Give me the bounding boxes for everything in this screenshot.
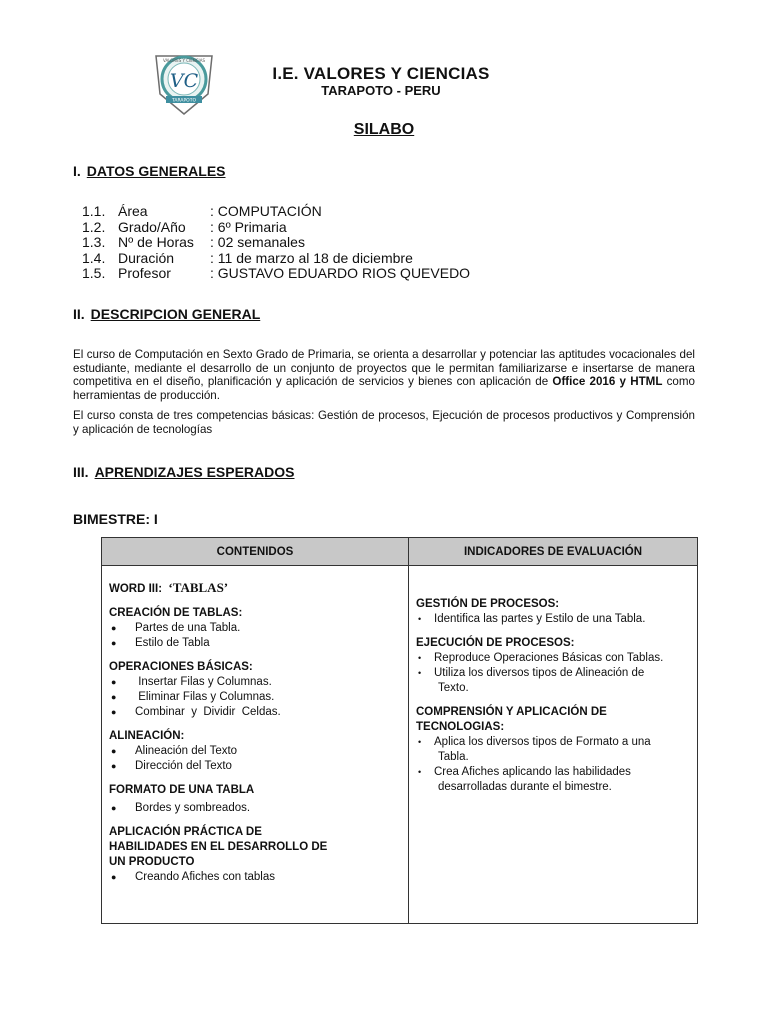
general-data-list (82, 204, 470, 282)
content-heading: CREACIÓN DE TABLAS: (109, 607, 243, 619)
description-paragraph-2: El curso consta de tres competencias básicas: Gestión de procesos, Ejecución de procesos productivos y Comprensión y aplicación de tecnologías (73, 409, 695, 436)
section-heading-aprendizajes: III. APRENDIZAJES ESPERADOS (73, 464, 295, 480)
list-item: • Crea Afiches aplicando las habilidades (418, 766, 631, 778)
general-data-row: 1.5. Profesor : GUSTAVO EDUARDO RIOS QUEVEDO (82, 265, 471, 282)
list-item-continuation: Texto. (438, 682, 469, 694)
list-item: ● Partes de una Tabla. (111, 622, 241, 634)
section-heading-datos: I. DATOS GENERALES (73, 163, 226, 179)
list-item: ● Dirección del Texto (111, 760, 232, 772)
list-item: • Reproduce Operaciones Básicas con Tablas. (418, 652, 664, 664)
general-data-row: 1.2. Grado/Año : 6º Primaria (82, 218, 287, 235)
general-data-row: 1.4. Duración : 11 de marzo al 18 de diciembre (82, 249, 413, 266)
list-item-continuation: Tabla. (438, 751, 469, 763)
list-item: ● Insertar Filas y Columnas. (111, 676, 272, 688)
content-heading: OPERACIONES BÁSICAS: (109, 661, 253, 673)
list-item: • Utiliza los diversos tipos de Alineación de (418, 667, 645, 679)
list-item: ● Eliminar Filas y Columnas. (111, 691, 275, 703)
learning-table (101, 537, 698, 924)
section-heading-descripcion: II. DESCRIPCION GENERAL (73, 306, 261, 322)
school-logo (152, 48, 216, 118)
list-item: ● Bordes y sombreados. (111, 802, 251, 814)
list-item: • Identifica las partes y Estilo de una Tabla. (418, 613, 646, 625)
content-heading: HABILIDADES EN EL DESARROLLO DE (109, 841, 328, 853)
school-name: I.E. VALORES Y CIENCIAS (272, 64, 490, 83)
list-item: ● Creando Afiches con tablas (111, 871, 276, 883)
indicator-heading: EJECUCIÓN DE PROCESOS: (416, 637, 575, 649)
list-item: ● Combinar y Dividir Celdas. (111, 706, 281, 718)
content-heading: UN PRODUCTO (109, 856, 195, 868)
indicator-heading: TECNOLOGIAS: (416, 721, 505, 733)
column-divider (408, 538, 409, 923)
indicator-heading: COMPRENSIÓN Y APLICACIÓN DE (416, 706, 607, 718)
table-header-contenidos: CONTENIDOS (102, 538, 408, 566)
list-item: ● Alineación del Texto (111, 745, 238, 757)
content-heading: ALINEACIÓN: (109, 730, 185, 742)
word-unit-title: WORD III: ‘TABLAS’ (109, 580, 229, 595)
school-city: TARAPOTO - PERU (321, 83, 441, 98)
content-heading: APLICACIÓN PRÁCTICA DE (109, 826, 262, 838)
bimestre-label: BIMESTRE: I (73, 511, 158, 527)
list-item: • Aplica los diversos tipos de Formato a una (418, 736, 651, 748)
indicator-heading: GESTIÓN DE PROCESOS: (416, 598, 560, 610)
table-header-indicadores: INDICADORES DE EVALUACIÓN (408, 538, 697, 566)
general-data-row: 1.1. Área : COMPUTACIÓN (82, 203, 322, 219)
logo-ring-top: VALORES Y CIENCIAS (162, 58, 206, 63)
list-item-continuation: desarrolladas durante el bimestre. (438, 781, 612, 793)
content-heading: FORMATO DE UNA TABLA (109, 784, 255, 796)
page-title: SILABO (353, 121, 415, 138)
logo-banner: TARAPOTO (171, 98, 197, 104)
description-paragraph-1: El curso de Computación en Sexto Grado de Primaria, se orienta a desarrollar y potenciar las aptitudes vocacionales del estudiante, mediante el desarrollo de un conjunto de proyectos que le permitan familiarizarse e insertarse de manera competitiva en el diseño, planificación y aplicación de servicios y bienes con aplicación de Office 2016 y HTML como herramientas de producción. (73, 348, 695, 402)
indicators-column (416, 597, 692, 795)
logo-monogram: VC (169, 70, 199, 92)
list-item: ● Estilo de Tabla (111, 637, 210, 649)
contents-column (109, 580, 399, 885)
general-data-row: 1.3. Nº de Horas : 02 semanales (82, 234, 305, 251)
